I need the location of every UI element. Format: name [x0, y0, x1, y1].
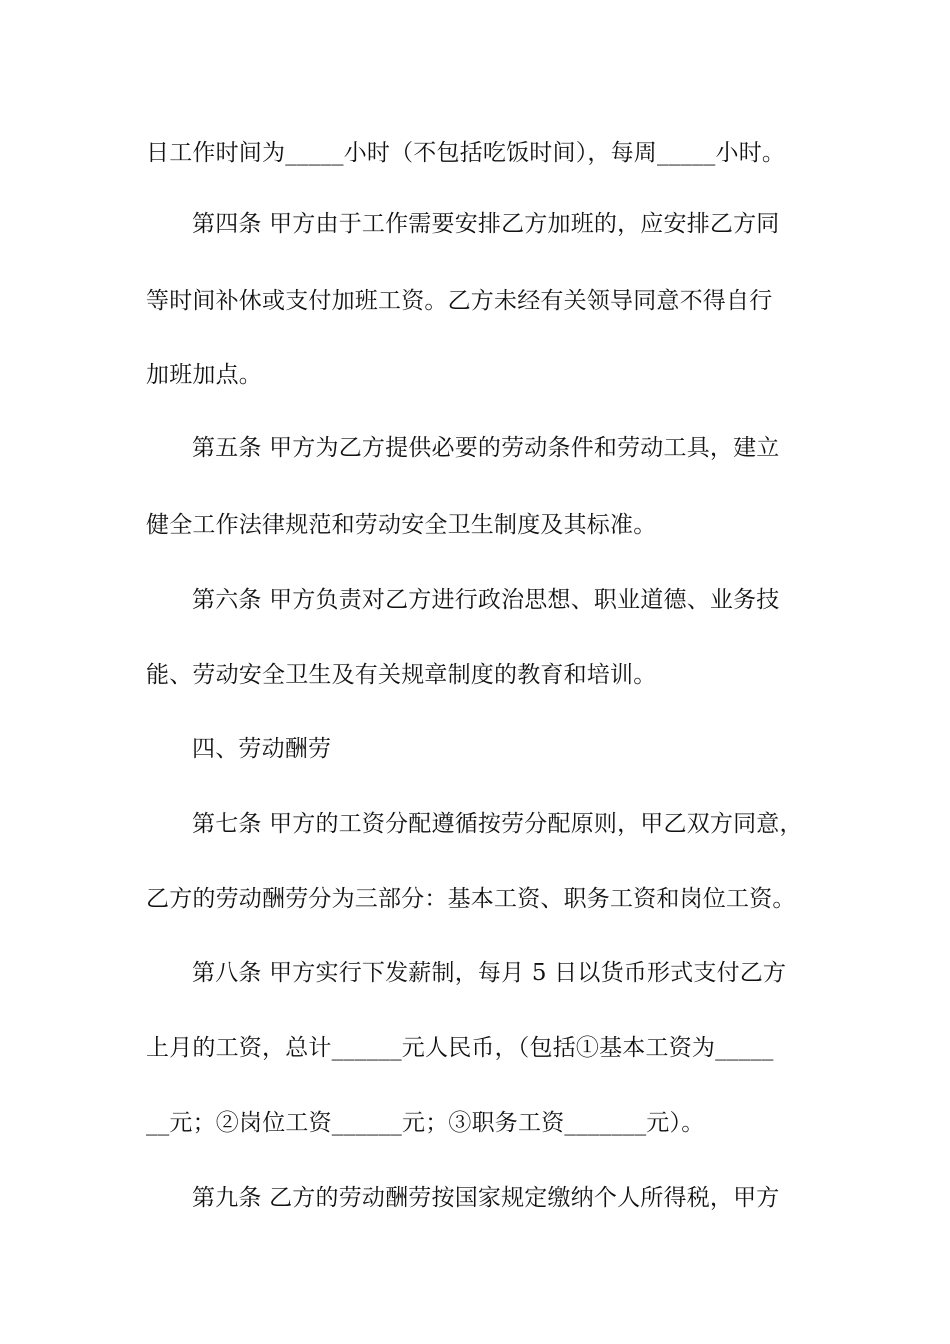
- text-line: 健全工作法律规范和劳动安全卫生制度及其标准。: [146, 512, 657, 538]
- article-8-line-3: [0, 1103, 950, 1143]
- article-5-line-1: [0, 428, 950, 468]
- article-8-line-1: [0, 953, 950, 993]
- article-5-line-2: [0, 505, 950, 545]
- text-line: __元；②岗位工资______元；③职务工资_______元）。: [146, 1110, 705, 1136]
- article-9-line-1: [0, 1178, 950, 1218]
- article-4-line-2: [0, 281, 950, 321]
- article-6-line-2: [0, 655, 950, 695]
- article-4-line-3: [0, 355, 950, 395]
- section-heading: 四、劳动酬劳: [192, 736, 332, 762]
- text-line: 第四条 甲方由于工作需要安排乙方加班的，应安排乙方同: [192, 211, 780, 237]
- article-8-line-2: [0, 1028, 950, 1068]
- article-7-line-2: [0, 879, 950, 919]
- text-line: 第九条 乙方的劳动酬劳按国家规定缴纳个人所得税，甲方: [192, 1185, 780, 1211]
- text-line: 等时间补休或支付加班工资。乙方未经有关领导同意不得自行: [146, 288, 773, 314]
- text-line: 乙方的劳动酬劳分为三部分：基本工资、职务工资和岗位工资。: [146, 886, 796, 912]
- text-line: 第五条 甲方为乙方提供必要的劳动条件和劳动工具，建立: [192, 435, 780, 461]
- text-line-working-hours: [0, 133, 950, 173]
- text-line: 第六条 甲方负责对乙方进行政治思想、职业道德、业务技: [192, 587, 780, 613]
- section-heading-remuneration: [0, 729, 950, 769]
- text-line: 上月的工资，总计______元人民币，（包括①基本工资为_____: [146, 1035, 774, 1061]
- text-line: 能、劳动安全卫生及有关规章制度的教育和培训。: [146, 662, 657, 688]
- text-line: 第七条 甲方的工资分配遵循按劳分配原则，甲乙双方同意，: [192, 811, 803, 837]
- text-line: 日工作时间为_____小时（不包括吃饭时间），每周_____小时。: [146, 140, 786, 166]
- article-6-line-1: [0, 580, 950, 620]
- article-4-line-1: [0, 204, 950, 244]
- text-line: 加班加点。: [146, 362, 262, 388]
- article-7-line-1: [0, 804, 950, 844]
- text-line: 第八条 甲方实行下发薪制，每月 5 日以货币形式支付乙方: [192, 960, 787, 986]
